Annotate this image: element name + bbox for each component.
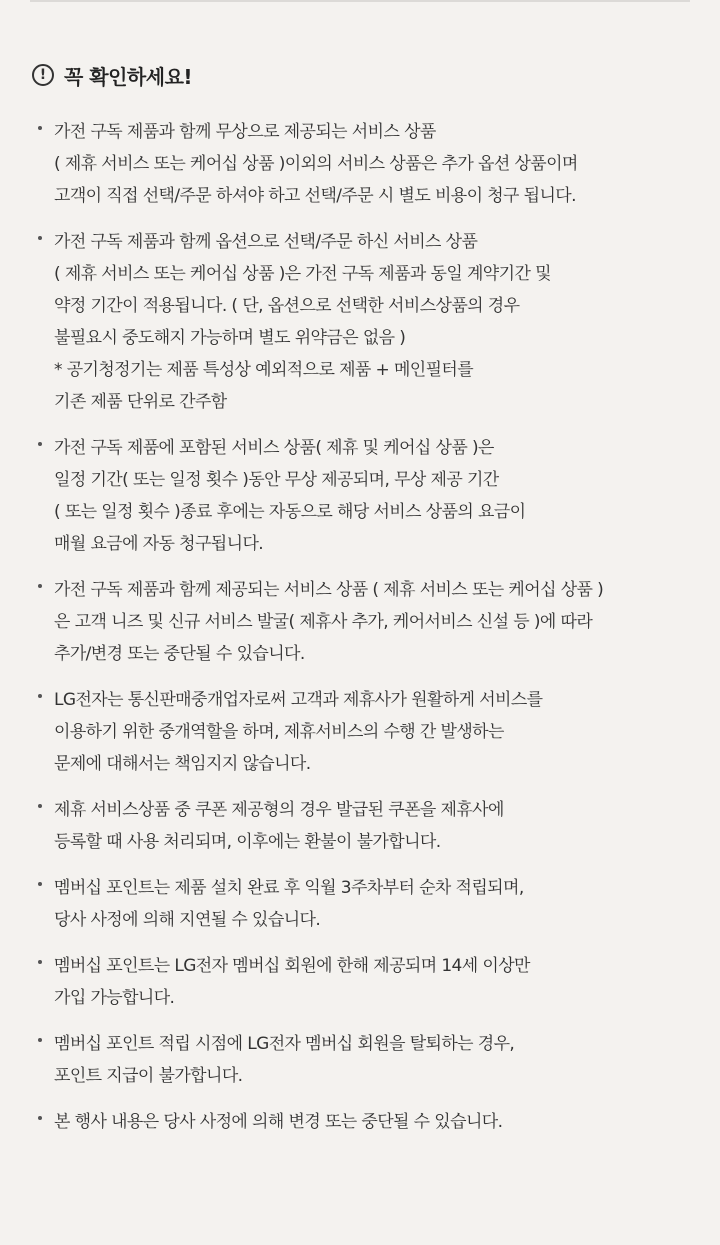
notice-line: 매월 요금에 자동 청구됩니다. (54, 534, 264, 554)
notice-item (36, 1106, 716, 1138)
notice-line: 등록할 때 사용 처리되며, 이후에는 환불이 불가합니다. (54, 832, 441, 852)
notice-line: 추가/변경 또는 중단될 수 있습니다. (54, 644, 305, 664)
notice-line: LG전자는 통신판매중개업자로써 고객과 제휴사가 원활하게 서비스를 (54, 690, 543, 710)
notice-line: 포인트 지급이 불가합니다. (54, 1066, 243, 1086)
bullet-dot-icon (38, 694, 42, 698)
notice-item (36, 794, 716, 858)
bullet-dot-icon (38, 584, 42, 588)
bullet-dot-icon (38, 804, 42, 808)
bullet-dot-icon (38, 1116, 42, 1120)
notice-line: 가전 구독 제품에 포함된 서비스 상품( 제휴 및 케어십 상품 )은 (54, 438, 494, 458)
notice-line: 멤버십 포인트 적립 시점에 LG전자 멤버십 회원을 탈퇴하는 경우, (54, 1034, 515, 1054)
notice-item (36, 872, 716, 936)
notice-line: ( 제휴 서비스 또는 케어십 상품 )이외의 서비스 상품은 추가 옵션 상품이며 (54, 154, 578, 174)
notice-line: 가전 구독 제품과 함께 무상으로 제공되는 서비스 상품 (54, 122, 436, 142)
notice-line: 약정 기간이 적용됩니다. ( 단, 옵션으로 선택한 서비스상품의 경우 (54, 296, 520, 316)
notice-line: 가전 구독 제품과 함께 옵션으로 선택/주문 하신 서비스 상품 (54, 232, 478, 252)
bullet-dot-icon (38, 1038, 42, 1042)
notice-line: 은 고객 니즈 및 신규 서비스 발굴( 제휴사 추가, 케어서비스 신설 등 )에 따라 (54, 612, 593, 632)
exclamation-circle-icon: ! (32, 64, 54, 86)
notice-list (36, 116, 716, 1152)
notice-item (36, 574, 716, 670)
notice-line: ( 또는 일정 횟수 )종료 후에는 자동으로 해당 서비스 상품의 요금이 (54, 502, 526, 522)
notice-line: 가입 가능합니다. (54, 988, 175, 1008)
bullet-dot-icon (38, 442, 42, 446)
notice-line: ( 제휴 서비스 또는 케어십 상품 )은 가전 구독 제품과 동일 계약기간 및 (54, 264, 551, 284)
bullet-dot-icon (38, 960, 42, 964)
notice-title: 꼭 확인하세요! (64, 64, 193, 89)
notice-line: 이용하기 위한 중개역할을 하며, 제휴서비스의 수행 간 발생하는 (54, 722, 504, 742)
notice-header (32, 60, 192, 90)
notice-line: 본 행사 내용은 당사 사정에 의해 변경 또는 중단될 수 있습니다. (54, 1112, 503, 1132)
bullet-dot-icon (38, 236, 42, 240)
notice-line: 일정 기간( 또는 일정 횟수 )동안 무상 제공되며, 무상 제공 기간 (54, 470, 499, 490)
bullet-dot-icon (38, 126, 42, 130)
notice-line: 문제에 대해서는 책임지지 않습니다. (54, 754, 311, 774)
notice-line: 기존 제품 단위로 간주함 (54, 392, 227, 412)
notice-item (36, 1028, 716, 1092)
notice-line: 불필요시 중도해지 가능하며 별도 위약금은 없음 ) (54, 328, 406, 348)
notice-item (36, 116, 716, 212)
notice-line: 제휴 서비스상품 중 쿠폰 제공형의 경우 발급된 쿠폰을 제휴사에 (54, 800, 504, 820)
notice-item (36, 684, 716, 780)
bullet-dot-icon (38, 882, 42, 886)
notice-line: * 공기청정기는 제품 특성상 예외적으로 제품 + 메인필터를 (54, 360, 474, 380)
notice-item (36, 950, 716, 1014)
top-divider (30, 0, 690, 2)
notice-line: 멤버십 포인트는 제품 설치 완료 후 익월 3주차부터 순차 적립되며, (54, 878, 524, 898)
notice-line: 멤버십 포인트는 LG전자 멤버십 회원에 한해 제공되며 14세 이상만 (54, 956, 530, 976)
notice-item (36, 226, 716, 418)
notice-item (36, 432, 716, 560)
notice-line: 가전 구독 제품과 함께 제공되는 서비스 상품 ( 제휴 서비스 또는 케어십 상품 ) (54, 580, 604, 600)
notice-line: 고객이 직접 선택/주문 하셔야 하고 선택/주문 시 별도 비용이 청구 됩니다. (54, 186, 576, 206)
notice-line: 당사 사정에 의해 지연될 수 있습니다. (54, 910, 321, 930)
